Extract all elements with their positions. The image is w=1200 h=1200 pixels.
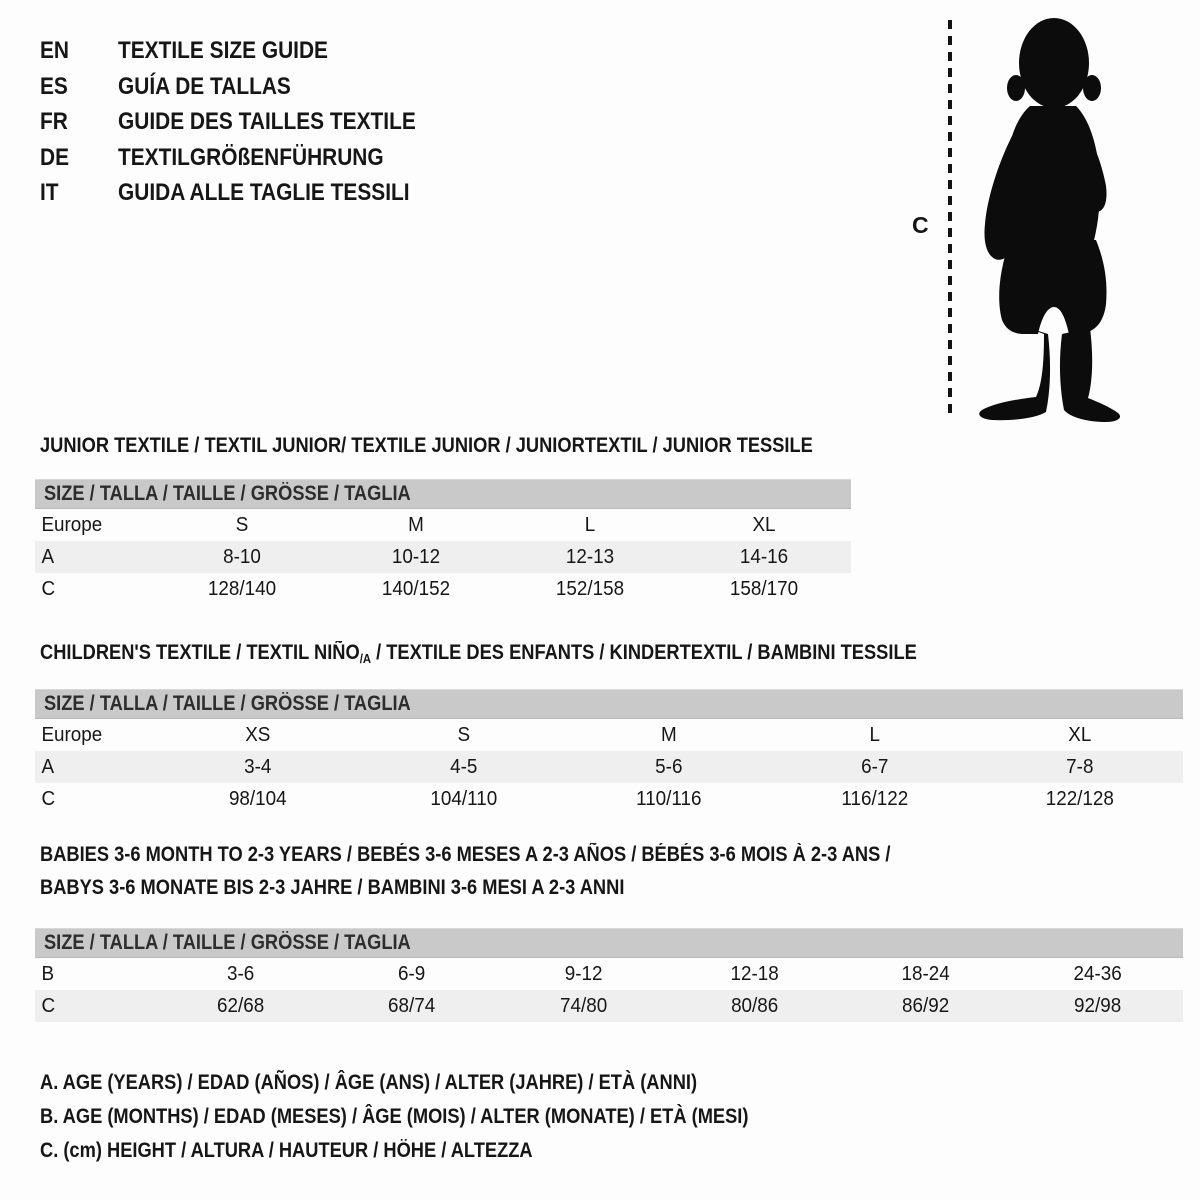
table-cell: 86/92 [902,994,950,1017]
junior-row-age [35,541,851,573]
measurement-legend [40,1066,854,1168]
children-section-title-text [40,641,917,666]
junior-section-title [40,434,928,458]
lang-code: ES [40,72,68,100]
children-section-title [40,641,1048,666]
lang-title: TEXTILGRÖßENFÜHRUNG [118,143,384,171]
table-cell: 18-24 [901,962,951,985]
lang-row-it [40,175,460,211]
table-cell: 14-16 [739,545,789,568]
children-row-age [35,751,1183,783]
table-cell: XS [245,723,271,746]
legend-line-c [40,1134,854,1168]
lang-code: EN [40,37,70,64]
table-cell: 62/68 [217,994,265,1017]
size-header-text: SIZE / TALLA / TAILLE / GRÖSSE / TAGLIA [44,692,411,715]
table-cell: L [584,513,596,536]
legend-line-a-text: A. AGE (YEARS) / EDAD (AÑOS) / ÂGE (ANS) / ALTER (JAHRE) / ETÀ (ANNI) [40,1071,698,1094]
region-label: Europe [41,723,103,746]
table-cell: 12-18 [730,962,779,985]
babies-row-months [35,958,1183,990]
table-cell: L [869,723,880,746]
junior-section-title-text: JUNIOR TEXTILE / TEXTIL JUNIOR/ TEXTILE JUNIOR / JUNIORTEXTIL / JUNIOR TESSILE [40,434,813,457]
table-cell: 9-12 [564,962,603,985]
table-cell: 4-5 [449,755,478,778]
table-cell: 68/74 [388,994,436,1017]
lang-code: IT [40,179,59,206]
junior-row-height [35,573,851,605]
row-label: C [41,577,56,600]
table-cell: 3-6 [227,962,255,985]
table-cell: 104/110 [429,787,497,810]
legend-line-b [40,1100,854,1134]
lang-title: GUIDA ALLE TAGLIE TESSILI [118,179,410,206]
table-cell: 128/140 [207,577,277,600]
babies-section-title-line2 [40,876,712,900]
table-cell: M [661,723,677,746]
children-title-prefix: CHILDREN'S TEXTILE / TEXTIL NIÑO [40,641,360,664]
table-cell: S [235,513,249,536]
babies-title-line2-text: BABYS 3-6 MONATE BIS 2-3 JAHRE / BAMBINI 3-6 MESI A 2-3 ANNI [40,876,625,899]
lang-code: DE [40,143,70,171]
children-columns-row [35,719,1183,751]
table-cell: 6-9 [398,962,426,985]
table-cell: 10-12 [391,545,441,568]
table-cell: 6-7 [860,755,889,778]
table-cell: 92/98 [1073,994,1121,1017]
toddler-silhouette-icon [964,16,1134,424]
lang-row-es [40,69,460,105]
row-label: A [41,545,55,568]
height-measure-label: C [912,212,929,238]
junior-size-table [35,479,851,605]
table-cell: 158/170 [729,577,799,600]
table-cell: 98/104 [228,787,287,810]
row-label: C [41,994,56,1017]
table-cell: 116/122 [841,787,908,810]
table-cell: 12-13 [565,545,615,568]
table-cell: 5-6 [655,755,683,778]
legend-line-c-text: C. (cm) HEIGHT / ALTURA / HAUTEUR / HÖHE / ALTEZZA [40,1139,533,1162]
table-cell: 152/158 [555,577,625,600]
table-cell: 24-36 [1073,962,1122,985]
legend-line-a [40,1066,854,1100]
table-cell: 3-4 [244,755,272,778]
row-label: B [41,962,55,985]
table-cell: 74/80 [559,994,607,1017]
size-header-text: SIZE / TALLA / TAILLE / GRÖSSE / TAGLIA [44,482,411,505]
table-cell: 140/152 [381,577,451,600]
babies-size-header-band [35,928,1183,958]
table-cell: 7-8 [1066,755,1094,778]
children-row-height [35,783,1183,815]
table-cell: S [457,723,470,746]
children-title-suffix: / TEXTILE DES ENFANTS / KINDERTEXTIL / BAMBINI TESSILE [371,641,917,664]
junior-columns-row [35,509,851,541]
lang-code: FR [40,108,68,135]
table-cell: XL [752,513,776,536]
babies-size-table [35,928,1183,1022]
row-label: C [41,787,56,810]
babies-row-height [35,990,1183,1022]
table-cell: 110/116 [636,787,702,810]
lang-title: TEXTILE SIZE GUIDE [118,37,328,64]
table-cell: XL [1068,723,1092,746]
region-label: Europe [41,513,103,536]
lang-title: GUIDE DES TAILLES TEXTILE [118,108,416,135]
babies-section-title-line1 [40,843,1018,867]
babies-title-line1-text: BABIES 3-6 MONTH TO 2-3 YEARS / BEBÉS 3-6 MESES A 2-3 AÑOS / BÉBÉS 3-6 MOIS À 2-3 ANS / [40,843,891,866]
junior-size-header-band [35,479,851,509]
size-header-text: SIZE / TALLA / TAILLE / GRÖSSE / TAGLIA [44,931,411,954]
children-size-table [35,689,1183,815]
children-title-sub: /A [359,651,372,666]
table-cell: 8-10 [223,545,261,568]
height-dashed-line [948,20,952,416]
row-label: A [41,755,55,778]
table-cell: M [408,513,424,536]
language-title-list [40,33,460,211]
table-cell: 80/86 [731,994,779,1017]
children-size-header-band [35,689,1183,719]
lang-row-fr [40,104,460,140]
table-cell: 122/128 [1046,787,1115,810]
lang-row-de [40,140,460,176]
lang-row-en [40,33,460,69]
lang-title: GUÍA DE TALLAS [118,72,291,100]
legend-line-b-text: B. AGE (MONTHS) / EDAD (MESES) / ÂGE (MOIS) / ALTER (MONATE) / ETÀ (MESI) [40,1105,749,1128]
